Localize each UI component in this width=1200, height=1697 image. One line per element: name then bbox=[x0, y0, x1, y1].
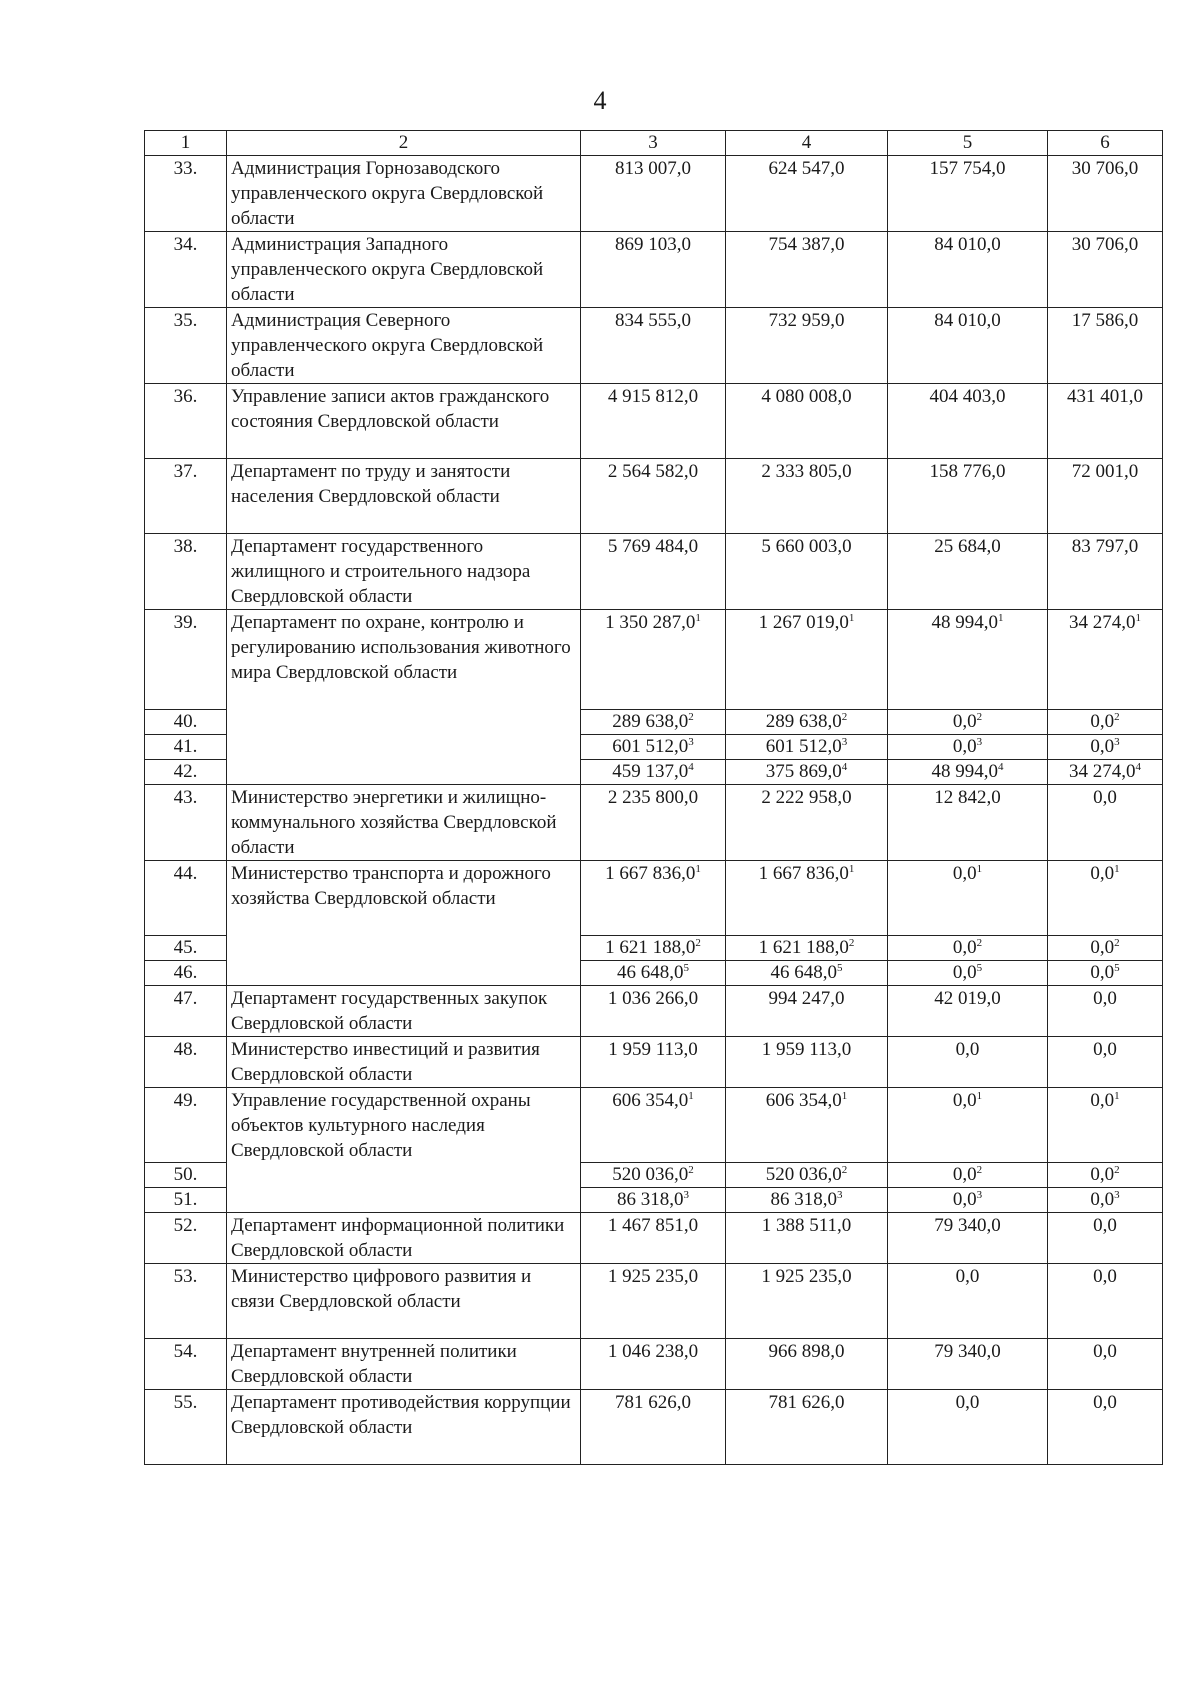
amount-cell bbox=[581, 534, 726, 610]
amount-cell bbox=[581, 459, 726, 534]
footnote-mark: 1 bbox=[841, 1090, 848, 1102]
footnote-mark: 3 bbox=[1114, 736, 1120, 748]
amount-value: 0,0 bbox=[1090, 711, 1115, 732]
amount-value: 5 660 003,0 bbox=[761, 536, 852, 557]
amount-value: 781 626,0 bbox=[615, 1392, 691, 1413]
amount-value: 72 001,0 bbox=[1071, 461, 1139, 482]
footnote-mark: 5 bbox=[683, 962, 689, 974]
amount-value: 1 925 235,0 bbox=[607, 1266, 699, 1287]
footnote-mark: 5 bbox=[976, 962, 983, 974]
row-number: 51. bbox=[145, 1188, 227, 1213]
amount-cell bbox=[888, 384, 1048, 459]
amount-value: 0,0 bbox=[952, 1164, 977, 1185]
footnote-mark: 2 bbox=[976, 711, 983, 723]
column-header-row bbox=[145, 131, 1163, 156]
amount-value: 157 754,0 bbox=[929, 158, 1006, 179]
amount-value: 375 869,0 bbox=[765, 761, 842, 782]
amount-cell bbox=[581, 961, 726, 986]
amount-cell bbox=[1048, 1390, 1163, 1465]
amount-value: 0,0 bbox=[1090, 962, 1115, 983]
organization-name: Администрация Горнозаводского управленческого округа Свердловской области bbox=[227, 156, 581, 232]
amount-value: 754 387,0 bbox=[768, 234, 845, 255]
amount-value: 834 555,0 bbox=[615, 310, 691, 331]
amount-value: 459 137,0 bbox=[612, 761, 689, 782]
amount-cell bbox=[888, 1188, 1048, 1213]
amount-cell bbox=[1048, 936, 1163, 961]
amount-value: 0,0 bbox=[952, 962, 977, 983]
organization-name: Министерство цифрового развития и связи Свердловской области bbox=[227, 1264, 581, 1339]
organization-name: Администрация Западного управленческого округа Свердловской области bbox=[227, 232, 581, 308]
amount-value: 813 007,0 bbox=[615, 158, 691, 179]
amount-cell bbox=[726, 1390, 888, 1465]
amount-cell bbox=[1048, 861, 1163, 936]
amount-cell bbox=[726, 986, 888, 1037]
row-number: 36. bbox=[145, 384, 227, 459]
table-row bbox=[145, 384, 1163, 459]
organization-name: Департамент информационной политики Свердловской области bbox=[227, 1213, 581, 1264]
amount-cell bbox=[726, 710, 888, 735]
amount-value: 79 340,0 bbox=[934, 1215, 1001, 1236]
amount-cell bbox=[726, 861, 888, 936]
organization-name: Министерство транспорта и дорожного хозяйства Свердловской области bbox=[227, 861, 581, 986]
amount-cell bbox=[726, 1088, 888, 1163]
amount-value: 1 467 851,0 bbox=[607, 1215, 699, 1236]
organization-name: Департамент по охране, контролю и регулированию использования животного мира Свердловской области bbox=[227, 610, 581, 785]
amount-value: 0,0 bbox=[955, 1392, 980, 1413]
amount-cell bbox=[581, 1264, 726, 1339]
amount-value: 0,0 bbox=[952, 1189, 977, 1210]
amount-cell bbox=[581, 384, 726, 459]
footnote-mark: 2 bbox=[848, 937, 855, 949]
footnote-mark: 3 bbox=[683, 1189, 689, 1201]
amount-value: 34 274,0 bbox=[1069, 612, 1136, 633]
amount-cell bbox=[726, 1213, 888, 1264]
amount-cell bbox=[888, 1339, 1048, 1390]
footnote-mark: 2 bbox=[688, 1164, 694, 1176]
amount-cell bbox=[888, 1213, 1048, 1264]
amount-cell bbox=[1048, 710, 1163, 735]
amount-value: 2 333 805,0 bbox=[761, 461, 852, 482]
row-number: 44. bbox=[145, 861, 227, 936]
amount-cell bbox=[726, 1339, 888, 1390]
amount-value: 520 036,0 bbox=[612, 1164, 689, 1185]
amount-cell bbox=[888, 710, 1048, 735]
row-number: 38. bbox=[145, 534, 227, 610]
budget-table bbox=[144, 130, 1163, 1465]
row-number: 40. bbox=[145, 710, 227, 735]
amount-cell bbox=[581, 861, 726, 936]
amount-value: 1 667 836,0 bbox=[605, 863, 696, 884]
amount-cell bbox=[1048, 1213, 1163, 1264]
footnote-mark: 2 bbox=[1114, 937, 1120, 949]
footnote-mark: 1 bbox=[688, 1090, 694, 1102]
amount-value: 1 267 019,0 bbox=[758, 612, 849, 633]
footnote-mark: 4 bbox=[688, 761, 694, 773]
amount-value: 0,0 bbox=[1090, 863, 1115, 884]
row-number: 47. bbox=[145, 986, 227, 1037]
amount-cell bbox=[726, 384, 888, 459]
table-row bbox=[145, 1037, 1163, 1088]
table-row bbox=[145, 308, 1163, 384]
amount-cell bbox=[581, 232, 726, 308]
column-header: 5 bbox=[888, 131, 1048, 156]
amount-cell bbox=[581, 156, 726, 232]
amount-value: 1 621 188,0 bbox=[605, 937, 696, 958]
row-number: 41. bbox=[145, 735, 227, 760]
amount-cell bbox=[888, 861, 1048, 936]
row-number: 52. bbox=[145, 1213, 227, 1264]
table-row bbox=[145, 986, 1163, 1037]
amount-value: 4 080 008,0 bbox=[761, 386, 852, 407]
amount-cell bbox=[581, 986, 726, 1037]
amount-value: 966 898,0 bbox=[768, 1341, 845, 1362]
amount-value: 601 512,0 bbox=[765, 736, 842, 757]
amount-cell bbox=[1048, 610, 1163, 710]
amount-value: 0,0 bbox=[952, 711, 977, 732]
footnote-mark: 5 bbox=[1114, 962, 1120, 974]
amount-value: 1 621 188,0 bbox=[758, 937, 849, 958]
footnote-mark: 1 bbox=[848, 863, 855, 875]
amount-cell bbox=[726, 936, 888, 961]
table-row bbox=[145, 1264, 1163, 1339]
footnote-mark: 2 bbox=[1114, 711, 1120, 723]
amount-value: 0,0 bbox=[1090, 937, 1115, 958]
amount-cell bbox=[1048, 156, 1163, 232]
amount-cell bbox=[1048, 1163, 1163, 1188]
organization-name: Управление государственной охраны объектов культурного наследия Свердловской области bbox=[227, 1088, 581, 1213]
amount-cell bbox=[581, 1339, 726, 1390]
amount-cell bbox=[726, 961, 888, 986]
row-number: 33. bbox=[145, 156, 227, 232]
amount-value: 0,0 bbox=[1093, 988, 1117, 1009]
amount-cell bbox=[726, 610, 888, 710]
amount-cell bbox=[581, 610, 726, 710]
amount-value: 0,0 bbox=[955, 1039, 980, 1060]
table-row bbox=[145, 1390, 1163, 1465]
amount-cell bbox=[1048, 232, 1163, 308]
amount-value: 48 994,0 bbox=[931, 612, 998, 633]
footnote-mark: 4 bbox=[841, 761, 848, 773]
amount-cell bbox=[581, 1163, 726, 1188]
row-number: 39. bbox=[145, 610, 227, 710]
row-number: 49. bbox=[145, 1088, 227, 1163]
amount-cell bbox=[1048, 986, 1163, 1037]
amount-cell bbox=[1048, 1037, 1163, 1088]
row-number: 42. bbox=[145, 760, 227, 785]
amount-value: 0,0 bbox=[952, 937, 977, 958]
amount-cell bbox=[726, 308, 888, 384]
column-header: 1 bbox=[145, 131, 227, 156]
amount-value: 601 512,0 bbox=[612, 736, 689, 757]
amount-value: 0,0 bbox=[1093, 1266, 1117, 1287]
table-row bbox=[145, 861, 1163, 936]
amount-cell bbox=[581, 936, 726, 961]
amount-cell bbox=[581, 1213, 726, 1264]
amount-value: 30 706,0 bbox=[1071, 158, 1139, 179]
footnote-mark: 3 bbox=[688, 736, 694, 748]
amount-value: 289 638,0 bbox=[765, 711, 842, 732]
amount-value: 1 046 238,0 bbox=[607, 1341, 699, 1362]
table-body bbox=[145, 131, 1163, 1465]
amount-cell bbox=[1048, 459, 1163, 534]
amount-value: 86 318,0 bbox=[770, 1189, 837, 1210]
footnote-mark: 3 bbox=[1114, 1189, 1120, 1201]
amount-cell bbox=[726, 1264, 888, 1339]
amount-value: 404 403,0 bbox=[929, 386, 1006, 407]
amount-cell bbox=[726, 1037, 888, 1088]
amount-value: 1 667 836,0 bbox=[758, 863, 849, 884]
amount-value: 0,0 bbox=[1093, 1341, 1117, 1362]
amount-cell bbox=[726, 1188, 888, 1213]
footnote-mark: 1 bbox=[976, 1090, 983, 1102]
amount-cell bbox=[888, 1264, 1048, 1339]
footnote-mark: 2 bbox=[688, 711, 694, 723]
amount-cell bbox=[888, 1088, 1048, 1163]
amount-value: 1 036 266,0 bbox=[607, 988, 699, 1009]
organization-name: Департамент государственных закупок Свердловской области bbox=[227, 986, 581, 1037]
amount-cell bbox=[888, 760, 1048, 785]
amount-cell bbox=[726, 1163, 888, 1188]
amount-value: 17 586,0 bbox=[1071, 310, 1139, 331]
amount-value: 0,0 bbox=[1090, 1189, 1115, 1210]
organization-name: Департамент внутренней политики Свердловской области bbox=[227, 1339, 581, 1390]
amount-value: 1 350 287,0 bbox=[605, 612, 696, 633]
footnote-mark: 1 bbox=[848, 612, 855, 624]
amount-value: 84 010,0 bbox=[934, 234, 1001, 255]
amount-value: 2 564 582,0 bbox=[607, 461, 699, 482]
footnote-mark: 1 bbox=[1114, 863, 1120, 875]
amount-value: 4 915 812,0 bbox=[607, 386, 699, 407]
amount-cell bbox=[581, 735, 726, 760]
amount-value: 1 388 511,0 bbox=[761, 1215, 852, 1236]
amount-cell bbox=[888, 785, 1048, 861]
row-number: 34. bbox=[145, 232, 227, 308]
footnote-mark: 3 bbox=[976, 736, 983, 748]
row-number: 53. bbox=[145, 1264, 227, 1339]
footnote-mark: 1 bbox=[998, 612, 1004, 624]
amount-cell bbox=[888, 232, 1048, 308]
amount-value: 994 247,0 bbox=[768, 988, 845, 1009]
amount-cell bbox=[726, 735, 888, 760]
amount-cell bbox=[726, 232, 888, 308]
amount-cell bbox=[888, 610, 1048, 710]
amount-cell bbox=[888, 961, 1048, 986]
amount-value: 25 684,0 bbox=[934, 536, 1001, 557]
row-number: 46. bbox=[145, 961, 227, 986]
table-row bbox=[145, 610, 1163, 710]
row-number: 45. bbox=[145, 936, 227, 961]
row-number: 54. bbox=[145, 1339, 227, 1390]
amount-value: 1 959 113,0 bbox=[608, 1039, 698, 1060]
organization-name: Администрация Северного управленческого округа Свердловской области bbox=[227, 308, 581, 384]
amount-value: 34 274,0 bbox=[1069, 761, 1136, 782]
table-row bbox=[145, 1339, 1163, 1390]
row-number: 48. bbox=[145, 1037, 227, 1088]
amount-cell bbox=[1048, 1264, 1163, 1339]
amount-value: 2 222 958,0 bbox=[761, 787, 852, 808]
amount-value: 0,0 bbox=[1090, 1164, 1115, 1185]
amount-cell bbox=[888, 735, 1048, 760]
amount-cell bbox=[726, 760, 888, 785]
table-row bbox=[145, 232, 1163, 308]
amount-cell bbox=[1048, 1339, 1163, 1390]
footnote-mark: 1 bbox=[1135, 612, 1141, 624]
amount-cell bbox=[1048, 785, 1163, 861]
column-header: 6 bbox=[1048, 131, 1163, 156]
amount-cell bbox=[888, 534, 1048, 610]
amount-cell bbox=[1048, 1088, 1163, 1163]
amount-value: 79 340,0 bbox=[934, 1341, 1001, 1362]
amount-value: 781 626,0 bbox=[768, 1392, 845, 1413]
footnote-mark: 2 bbox=[841, 1164, 848, 1176]
amount-value: 0,0 bbox=[1090, 1090, 1115, 1111]
amount-value: 0,0 bbox=[1093, 1392, 1117, 1413]
column-header: 4 bbox=[726, 131, 888, 156]
amount-value: 42 019,0 bbox=[934, 988, 1001, 1009]
footnote-mark: 2 bbox=[976, 937, 983, 949]
amount-value: 869 103,0 bbox=[615, 234, 691, 255]
table-row bbox=[145, 156, 1163, 232]
footnote-mark: 3 bbox=[976, 1189, 983, 1201]
table-row bbox=[145, 1213, 1163, 1264]
column-header: 3 bbox=[581, 131, 726, 156]
table-row bbox=[145, 785, 1163, 861]
footnote-mark: 4 bbox=[1135, 761, 1141, 773]
amount-value: 0,0 bbox=[1093, 787, 1117, 808]
amount-cell bbox=[726, 785, 888, 861]
footnote-mark: 3 bbox=[837, 1189, 843, 1201]
amount-cell bbox=[726, 459, 888, 534]
organization-name: Департамент противодействия коррупции Свердловской области bbox=[227, 1390, 581, 1465]
amount-cell bbox=[726, 156, 888, 232]
amount-value: 1 959 113,0 bbox=[761, 1039, 852, 1060]
amount-value: 83 797,0 bbox=[1071, 536, 1139, 557]
organization-name: Министерство энергетики и жилищно-коммунального хозяйства Свердловской области bbox=[227, 785, 581, 861]
organization-name: Департамент государственного жилищного и строительного надзора Свердловской области bbox=[227, 534, 581, 610]
footnote-mark: 5 bbox=[837, 962, 843, 974]
amount-cell bbox=[581, 1037, 726, 1088]
amount-cell bbox=[1048, 961, 1163, 986]
amount-value: 289 638,0 bbox=[612, 711, 689, 732]
amount-cell bbox=[581, 1188, 726, 1213]
footnote-mark: 2 bbox=[695, 937, 701, 949]
organization-name: Департамент по труду и занятости населения Свердловской области bbox=[227, 459, 581, 534]
amount-cell bbox=[888, 1163, 1048, 1188]
amount-cell bbox=[1048, 534, 1163, 610]
amount-value: 1 925 235,0 bbox=[761, 1266, 852, 1287]
footnote-mark: 1 bbox=[695, 863, 701, 875]
amount-value: 158 776,0 bbox=[929, 461, 1006, 482]
amount-cell bbox=[581, 308, 726, 384]
amount-value: 0,0 bbox=[1093, 1039, 1117, 1060]
amount-value: 2 235 800,0 bbox=[607, 787, 699, 808]
amount-value: 46 648,0 bbox=[617, 962, 684, 983]
amount-value: 46 648,0 bbox=[770, 962, 837, 983]
row-number: 50. bbox=[145, 1163, 227, 1188]
amount-value: 520 036,0 bbox=[765, 1164, 842, 1185]
footnote-mark: 1 bbox=[1114, 1090, 1120, 1102]
amount-cell bbox=[726, 534, 888, 610]
amount-value: 0,0 bbox=[952, 736, 977, 757]
amount-cell bbox=[581, 1088, 726, 1163]
amount-value: 5 769 484,0 bbox=[607, 536, 699, 557]
amount-value: 48 994,0 bbox=[931, 761, 998, 782]
organization-name: Министерство инвестиций и развития Свердловской области bbox=[227, 1037, 581, 1088]
amount-cell bbox=[1048, 735, 1163, 760]
organization-name: Управление записи актов гражданского состояния Свердловской области bbox=[227, 384, 581, 459]
amount-cell bbox=[581, 1390, 726, 1465]
amount-cell bbox=[888, 156, 1048, 232]
amount-value: 30 706,0 bbox=[1071, 234, 1139, 255]
amount-cell bbox=[1048, 760, 1163, 785]
column-header: 2 bbox=[227, 131, 581, 156]
amount-cell bbox=[888, 308, 1048, 384]
amount-value: 606 354,0 bbox=[765, 1090, 842, 1111]
amount-value: 0,0 bbox=[952, 1090, 977, 1111]
amount-value: 0,0 bbox=[1090, 736, 1115, 757]
page-number: 4 bbox=[593, 86, 607, 115]
footnote-mark: 2 bbox=[1114, 1164, 1120, 1176]
footnote-mark: 1 bbox=[976, 863, 983, 875]
amount-value: 0,0 bbox=[952, 863, 977, 884]
footnote-mark: 2 bbox=[841, 711, 848, 723]
amount-cell bbox=[888, 1037, 1048, 1088]
amount-cell bbox=[888, 1390, 1048, 1465]
amount-cell bbox=[888, 936, 1048, 961]
amount-value: 12 842,0 bbox=[934, 787, 1001, 808]
amount-cell bbox=[1048, 308, 1163, 384]
amount-value: 0,0 bbox=[1093, 1215, 1117, 1236]
footnote-mark: 3 bbox=[841, 736, 848, 748]
amount-value: 86 318,0 bbox=[617, 1189, 684, 1210]
amount-cell bbox=[581, 760, 726, 785]
footnote-mark: 4 bbox=[998, 761, 1004, 773]
footnote-mark: 1 bbox=[695, 612, 701, 624]
amount-value: 624 547,0 bbox=[768, 158, 845, 179]
amount-cell bbox=[888, 986, 1048, 1037]
footnote-mark: 2 bbox=[976, 1164, 983, 1176]
amount-value: 606 354,0 bbox=[612, 1090, 689, 1111]
amount-cell bbox=[581, 710, 726, 735]
amount-value: 0,0 bbox=[955, 1266, 980, 1287]
amount-value: 84 010,0 bbox=[934, 310, 1001, 331]
row-number: 43. bbox=[145, 785, 227, 861]
amount-value: 732 959,0 bbox=[768, 310, 845, 331]
table-row bbox=[145, 1088, 1163, 1163]
amount-value: 431 401,0 bbox=[1067, 386, 1143, 407]
row-number: 37. bbox=[145, 459, 227, 534]
table-row bbox=[145, 459, 1163, 534]
row-number: 55. bbox=[145, 1390, 227, 1465]
amount-cell bbox=[888, 459, 1048, 534]
amount-cell bbox=[1048, 1188, 1163, 1213]
row-number: 35. bbox=[145, 308, 227, 384]
amount-cell bbox=[1048, 384, 1163, 459]
table-row bbox=[145, 534, 1163, 610]
amount-cell bbox=[581, 785, 726, 861]
